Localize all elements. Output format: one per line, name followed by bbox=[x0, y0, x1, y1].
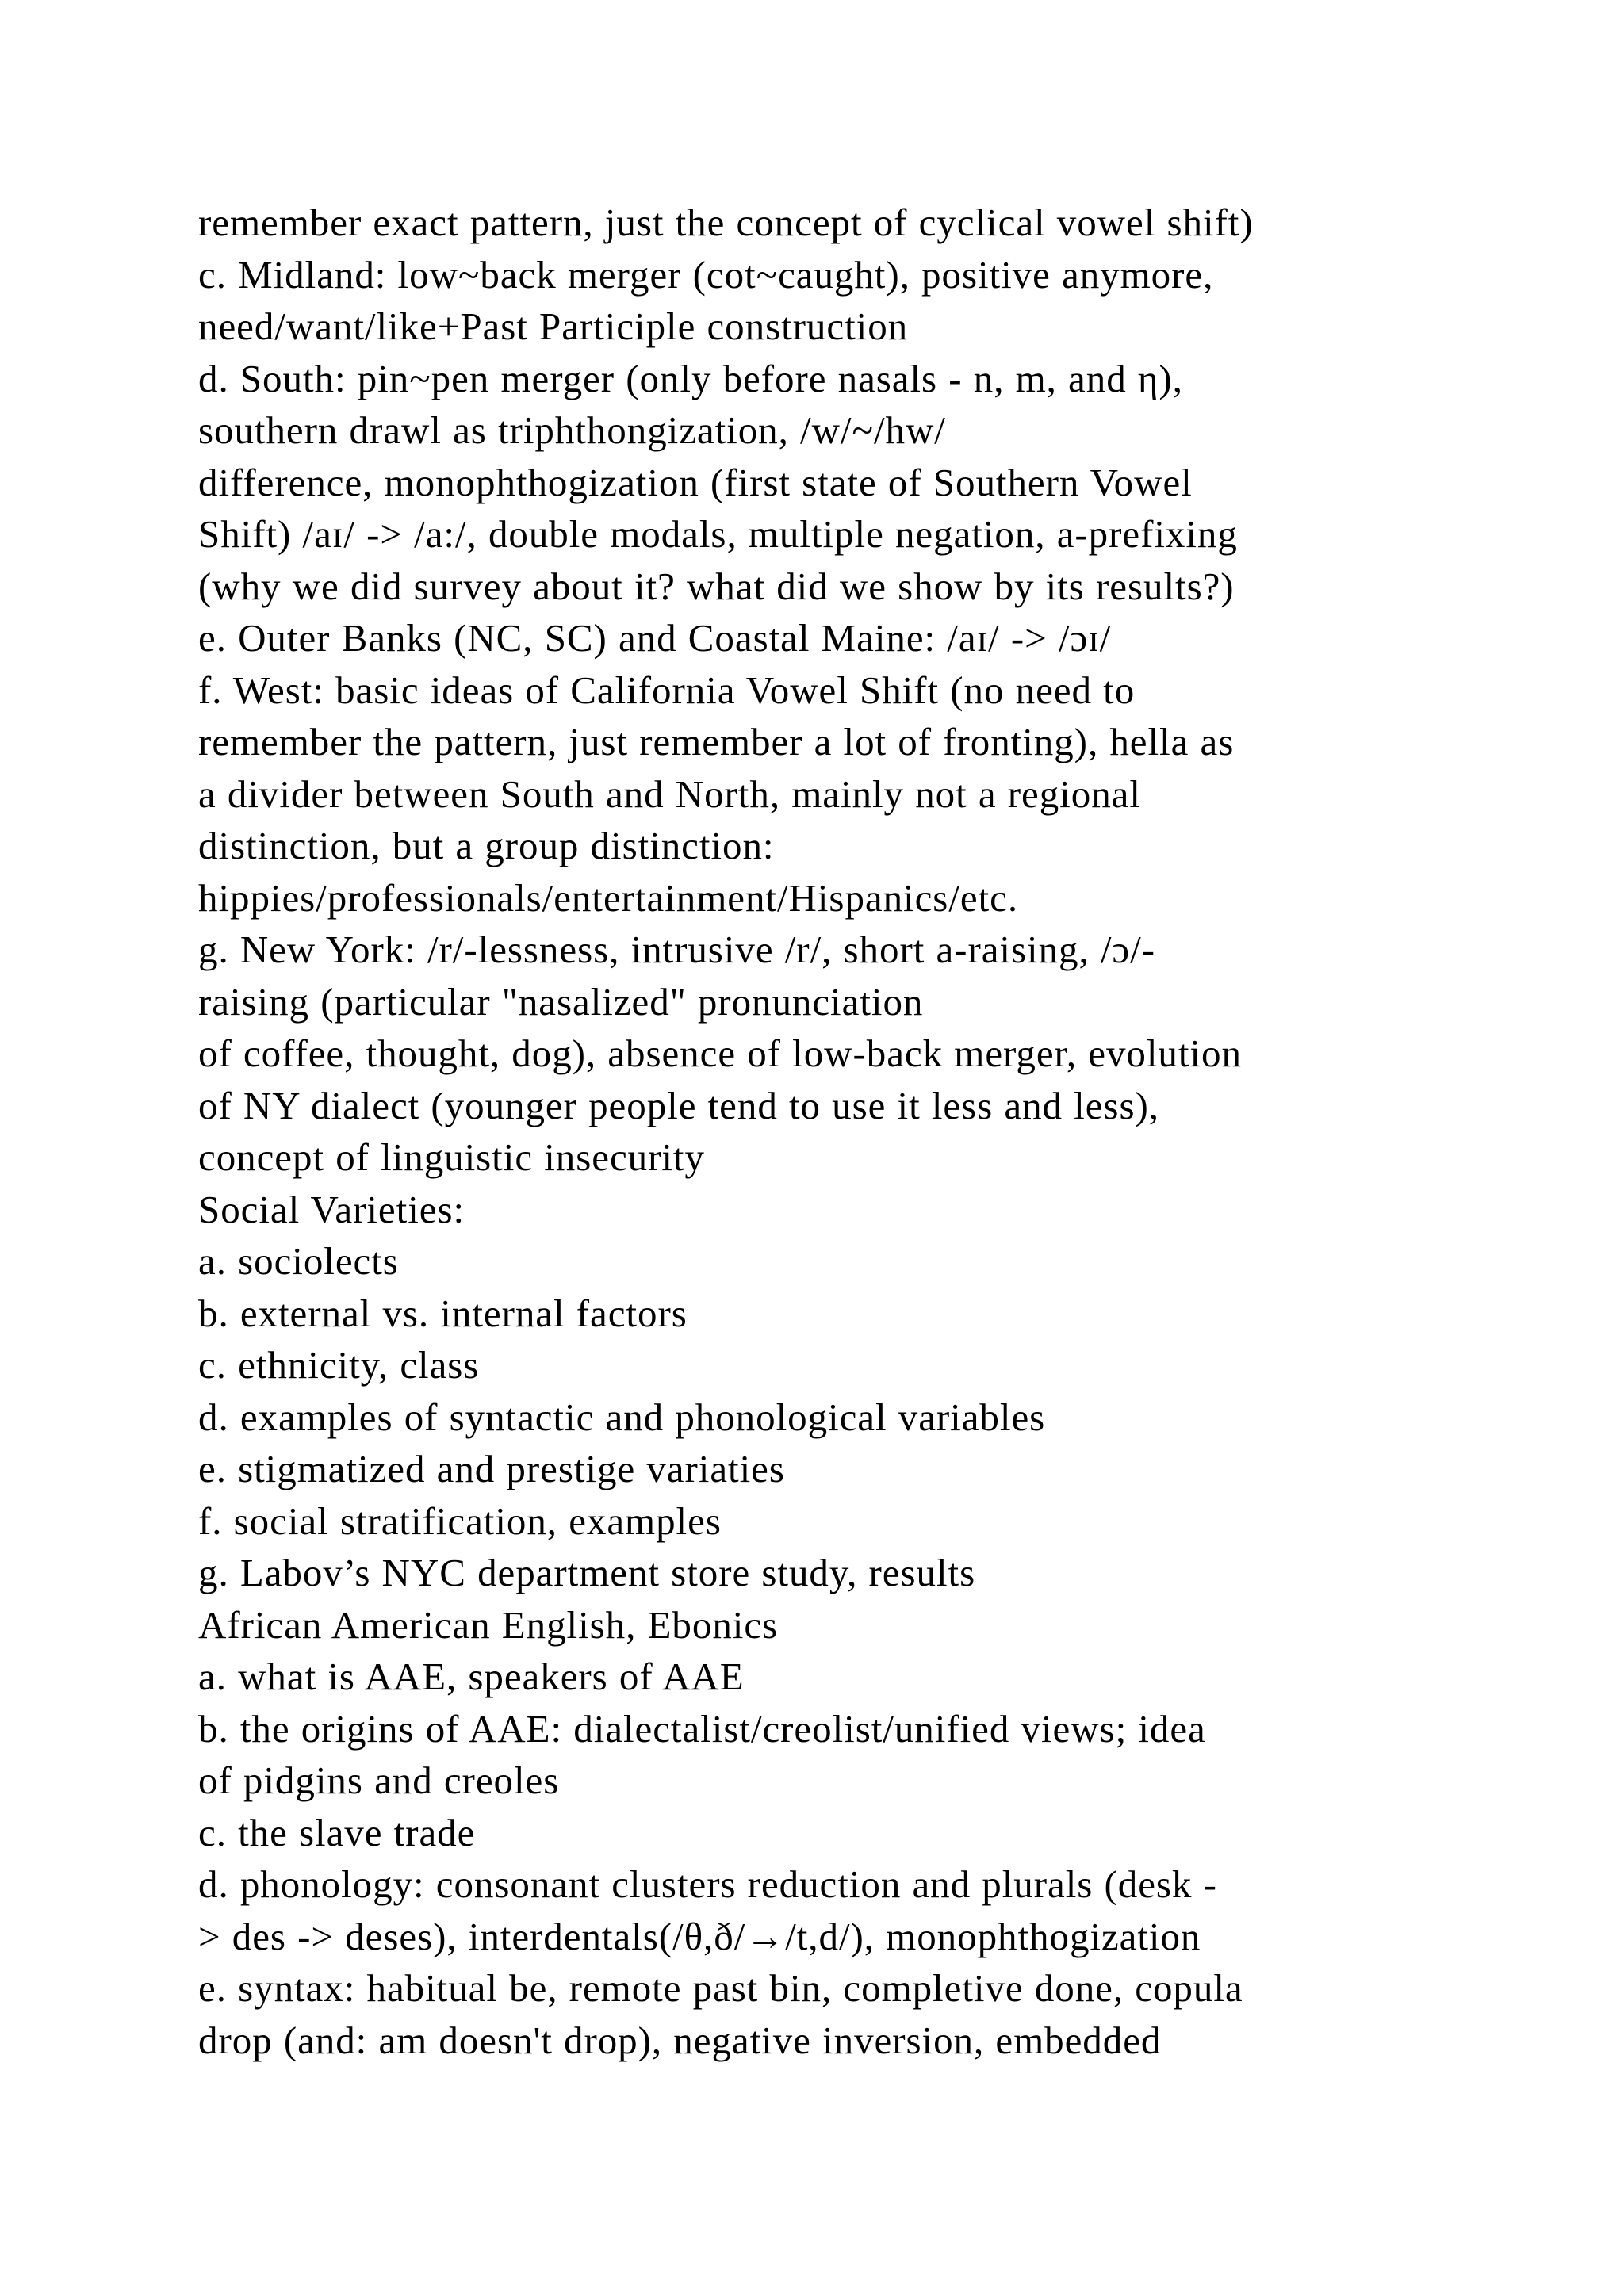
list-item: e. syntax: habitual be, remote past bin, completive done, copula bbox=[198, 1966, 1243, 2010]
text-line: hippies/professionals/entertainment/Hispanics/etc. bbox=[198, 875, 1019, 920]
text-line: > des -> deses), interdentals(/θ,ð/→/t,d/), monophthogization bbox=[198, 1914, 1201, 1958]
text-line: f. West: basic ideas of California Vowel Shift (no need to bbox=[198, 668, 1136, 712]
list-item: f. social stratification, examples bbox=[198, 1498, 722, 1543]
text-line: difference, monophthogization (first state of Southern Vowel bbox=[198, 460, 1193, 504]
text-line: distinction, but a group distinction: bbox=[198, 824, 775, 867]
list-item: c. ethnicity, class bbox=[198, 1343, 480, 1387]
list-item: b. the origins of AAE: dialectalist/creolist/unified views; idea bbox=[198, 1706, 1206, 1751]
list-item: a. what is AAE, speakers of AAE bbox=[198, 1655, 745, 1698]
list-item: d. phonology: consonant clusters reduction and plurals (desk - bbox=[198, 1862, 1217, 1906]
list-item: a. sociolects bbox=[198, 1239, 399, 1283]
list-item: e. stigmatized and prestige variaties bbox=[198, 1447, 785, 1490]
text-line: c. Midland: low~back merger (cot~caught), positive anymore, bbox=[198, 252, 1214, 297]
text-line: remember exact pattern, just the concept of cyclical vowel shift) bbox=[198, 201, 1254, 244]
section-heading: Social Varieties: bbox=[198, 1187, 465, 1231]
text-line: need/want/like+Past Participle construction bbox=[198, 304, 909, 348]
text-line: concept of linguistic insecurity bbox=[198, 1135, 705, 1179]
text-line: e. Outer Banks (NC, SC) and Coastal Maine: /aɪ/ -> /ɔɪ/ bbox=[198, 616, 1112, 660]
text-line: drop (and: am doesn't drop), negative inversion, embedded bbox=[198, 2018, 1162, 2062]
list-item: b. external vs. internal factors bbox=[198, 1291, 688, 1335]
text-line: g. New York: /r/-lessness, intrusive /r/, short a-raising, /ɔ/- bbox=[198, 928, 1155, 971]
text-line: d. South: pin~pen merger (only before nasals - n, m, and η), bbox=[198, 356, 1183, 400]
list-item: c. the slave trade bbox=[198, 1810, 476, 1854]
list-item: g. Labov’s NYC department store study, results bbox=[198, 1551, 976, 1594]
text-line: of coffee, thought, dog), absence of low-back merger, evolution bbox=[198, 1031, 1242, 1075]
section-heading: African American English, Ebonics bbox=[198, 1602, 779, 1647]
text-line: a divider between South and North, mainly not a regional bbox=[198, 771, 1141, 816]
text-line: Shift) /aɪ/ -> /a:/, double modals, multiple negation, a-prefixing bbox=[198, 512, 1238, 556]
text-line: of NY dialect (younger people tend to use it less and less), bbox=[198, 1083, 1159, 1127]
text-line: raising (particular "nasalized" pronunciation bbox=[198, 979, 924, 1024]
text-line: (why we did survey about it? what did we show by its results?) bbox=[198, 564, 1235, 608]
list-item: d. examples of syntactic and phonological variables bbox=[198, 1395, 1046, 1439]
document-body bbox=[198, 197, 1546, 2066]
text-line: southern drawl as triphthongization, /w/~/hw/ bbox=[198, 408, 946, 452]
text-line: remember the pattern, just remember a lot of fronting), hella as bbox=[198, 720, 1235, 763]
text-line: of pidgins and creoles bbox=[198, 1758, 560, 1802]
